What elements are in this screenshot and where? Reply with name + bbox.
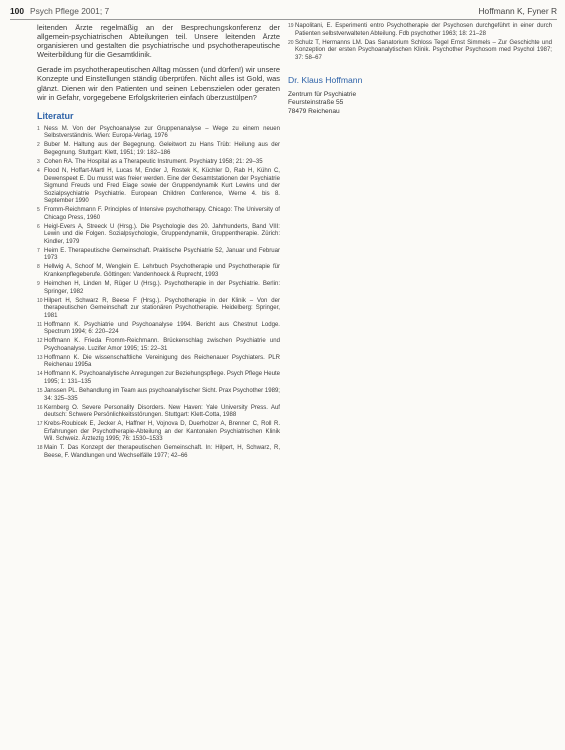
reference-text: Heim E. Therapeutische Gemeinschaft. Praktische Psychiatrie 52, Januar und Februar 1973 (44, 247, 280, 262)
body-paragraph: leitenden Ärzte regelmäßig an der Besprechungskonferenz der allgemein-psychiatrischen Abteilungen teil. Unsere leitenden Ärzte organisieren und gestalten die psychiatrische und psychotherapeutische Weiterbildung für die Gesamtklinik. (37, 23, 280, 60)
journal-citation: Psych Pflege 2001; 7 (29, 5, 110, 16)
reference-text: Hoffmann K. Psychoanalytische Anregungen zur Beziehungspflege. Psych Pflege Heute 1995; 1: 131–135 (44, 371, 280, 385)
reference-number: 7 (37, 247, 40, 254)
author-address (288, 75, 552, 116)
reference-number: 3 (37, 158, 40, 165)
reference-number: 17 (37, 421, 43, 428)
reference-number: 14 (37, 371, 43, 378)
reference-item (37, 388, 280, 403)
page-number: 100 (10, 5, 24, 16)
reference-number: 15 (37, 388, 43, 395)
reference-text: Hilpert H, Schwarz R, Beese F (Hrsg.). Psychotherapie in der Klinik – Von der therapeutischen Gemeinschaft zur stationären Psychotherapie. Heidelberg: Springer, 1981 (44, 297, 280, 319)
reference-number: 18 (37, 445, 43, 452)
reference-text: Napolitani, E. Esperimenti entro Psychotherapie der Psychosen durchgeführt in einer durch Patienten selbstverwalteten Abteilung. Fdb psychother 1963; 18: 21–28 (295, 23, 552, 37)
reference-number: 1 (37, 125, 40, 132)
reference-text: Heimchen H, Linden M, Rüger U (Hrsg.). Psychotherapie in der Psychiatrie. Berlin: Springer, 1982 (44, 281, 280, 295)
reference-item (37, 142, 280, 157)
reference-item (37, 281, 280, 296)
reference-text: Schulz T, Hermanns LM. Das Sanatorium Schloss Tegel Ernst Simmels – Zur Geschichte und Konzeption der ersten Psychoanalytischen Klinik. Psychother Psychosom med Psychol 1987; 37: 58–67 (295, 39, 552, 61)
reference-item (37, 371, 280, 386)
reference-text: Flood N, Hoffart-Martl H, Lucas M, Ender J, Rostek K, Küchler D, Rab H, Kühn C, Dewenspeet E. Du musst was freier werden. Eine der Gesamtstationen der Psychiatrie Sigmund Freuds und Fred Eiage sowie der Gruppendynamik Kurt Lewins und der Sozialpsychiatrie Psychiatrie. European Children Conference, Werne 4. bis 8. September 1990 (44, 168, 280, 205)
right-column (288, 23, 552, 116)
reference-text: Krebs-Roubicek E, Jecker A, Haffner H, Vojnova D, Duerholzer A, Brenner C, Roll R. Erfahrungen der Psychotherapie-Abteilung an der Kantonalen Psychiatrischen Klinik Wil. Schweiz. Ärzteztg 1995; 76: 1530–1533 (44, 421, 280, 443)
reference-item (37, 126, 280, 141)
reference-text: Hellwig A, Schoof M, Wenglein E. Lehrbuch Psychotherapie und Psychotherapie für Krankenpflegeberufe. Göttingen: Vandenhoeck & Ruprecht, 1993 (44, 264, 280, 278)
reference-item (37, 338, 280, 353)
reference-item (37, 322, 280, 337)
reference-item (37, 421, 280, 444)
reference-number: 9 (37, 281, 40, 287)
reference-item (37, 355, 280, 370)
reference-number: 20 (288, 39, 294, 46)
reference-number: 16 (37, 404, 43, 411)
reference-number: 12 (37, 338, 43, 345)
reference-text: Heigl-Evers A, Streeck U (Hrsg.). Die Psychologie des 20. Jahrhunderts, Band VIII: Lewin und die Folgen. Sozialpsychologie, Gruppendynamik, Gruppentherapie. Zürich: Kindler, 1979 (44, 223, 280, 245)
reference-number: 6 (37, 223, 40, 230)
reference-list (37, 126, 280, 461)
address-line: 78479 Reichenau (288, 107, 340, 115)
reference-item (288, 40, 552, 63)
reference-text: Janssen PL. Behandlung im Team aus psychoanalytischer Sicht. Prax Psychother 1989; 34: 325–335 (44, 388, 280, 402)
reference-item (37, 405, 280, 420)
reference-item (37, 248, 280, 263)
reference-text: Buber M. Haltung aus der Begegnung. Geleitwort zu Hans Trüb: Heilung aus der Begegnung. Stuttgart: Klett, 1951; 19: 182–186 (44, 142, 280, 156)
reference-item (37, 168, 280, 206)
header-rule (10, 19, 557, 20)
reference-item (288, 23, 552, 38)
running-header (10, 3, 557, 18)
reference-number: 4 (37, 168, 40, 175)
reference-text: Hoffmann K. Psychiatrie und Psychoanalyse 1994. Bericht aus Chestnut Lodge. Spectrum 1994; 6: 220–224 (44, 321, 280, 336)
address-line: Feursteinstraße 55 (288, 99, 344, 107)
reference-number: 8 (37, 264, 40, 271)
header-left (10, 6, 109, 16)
reference-item (37, 445, 280, 460)
reference-item (37, 298, 280, 321)
reference-item (37, 159, 280, 167)
left-column (37, 23, 280, 462)
reference-number: 11 (37, 321, 43, 328)
body-paragraph: Gerade im psychotherapeutischen Alltag müssen (und dürfen!) wir unsere Konzepte und Einstellungen ständig überprüfen. Nicht alles ist Gold, was glänzt. Dienen wir den Patienten und seinen Lebenszielen oder geraten wir in Gefahr, vorgegebene Erfolgskriterien einfach überzustülpen? (37, 65, 280, 102)
reference-number: 2 (37, 142, 40, 149)
reference-item (37, 264, 280, 279)
reference-number: 5 (37, 207, 40, 214)
address-line: Zentrum für Psychiatrie (288, 91, 357, 99)
reference-list (288, 23, 552, 62)
author-name: Dr. Klaus Hoffmann (288, 75, 363, 86)
header-authors: Hoffmann K, Fyner R (478, 5, 557, 16)
reference-text: Hoffmann K. Frieda Fromm-Reichmann. Brückenschlag zwischen Psychiatrie und Psychoanalyse. Luzifer Amor 1995; 15: 22–31 (44, 338, 280, 352)
reference-number: 13 (37, 354, 43, 361)
reference-text: Kernberg O. Severe Personality Disorders. New Haven: Yale University Press. Auf deutsch: Schwere Persönlichkeitsstörungen. Stuttgart: Klett-Cotta, 1988 (44, 404, 280, 419)
reference-text: Ness M. Von der Psychoanalyse zur Gruppenanalyse – Wege zu einem neuen Selbstverständnis. Wien: Europa-Verlag, 1976 (44, 125, 280, 140)
reference-number: 10 (37, 297, 43, 304)
reference-text: Hoffmann K. Die wissenschaftliche Vereinigung des Reichenauer Psychiaters. PLR Reichenau 1995a (44, 354, 280, 369)
reference-item (37, 224, 280, 247)
reference-number: 19 (288, 23, 294, 29)
reference-text: Cohen RA. The Hospital as a Therapeutic Instrument. Psychiatry 1958; 21: 29–35 (44, 158, 263, 165)
literature-heading: Literatur (37, 110, 74, 121)
reference-item (37, 207, 280, 222)
reference-text: Main T. Das Konzept der therapeutischen Gemeinschaft. In: Hilpert, H, Schwarz, R, Beese, F. Wandlungen und Wechselfälle 1977; 42–66 (44, 445, 280, 459)
reference-text: Fromm-Reichmann F. Principles of Intensive psychotherapy. Chicago: The University of Chicago Press, 1960 (44, 207, 280, 221)
